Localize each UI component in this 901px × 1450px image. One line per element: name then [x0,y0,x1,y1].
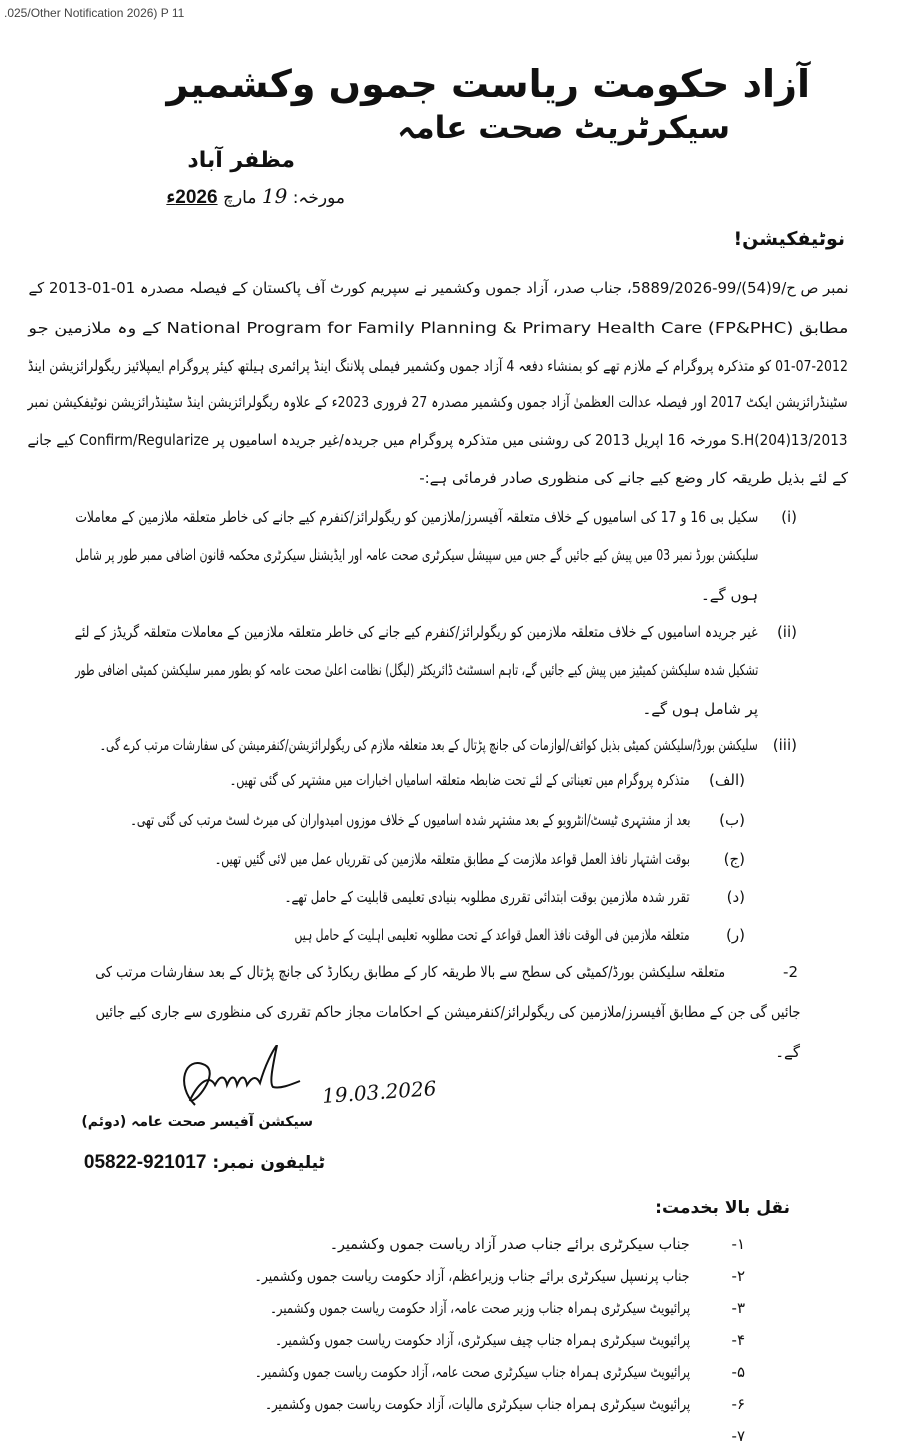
line-text: جناب سیکرٹری برائے جناب صدر آزاد ریاست جموں وکشمیر۔ [330,1235,690,1253]
copy-to-item [275,1328,690,1352]
copy-to-title: نقل بالا بخدمت: [655,1198,790,1218]
notification-title: نوٹیفکیشن! [733,228,845,250]
list-marker: ۴- [731,1331,745,1349]
list-marker: (الف) [709,771,745,789]
line-text: جائیں گی جن کے مطابق آفیسرز/ملازمین کی ریگولرائز/کنفرمیشن کے احکامات مجاز حاکم تقرری کی منظوری سے جاری کیے جائیں [95,1003,800,1021]
copy-to-item [255,1264,690,1288]
document-reference: .025/Other Notification 2026) P 11 [4,6,185,20]
clause-line [75,543,758,567]
signature [165,1045,325,1115]
criteria-line [215,847,690,871]
list-marker: 2- [783,963,798,981]
criteria-line [130,808,690,832]
line-text: 01-07-2012 کو متذکرہ پروگرام کے ملازم تھے کو بمنشاء دفعہ 4 آزاد جموں وکشمیر فیملی پلاننگ اینڈ پرائمری ہیلتھ کیئر پروگرام ایمپلائیز ریگولرائزیشن اینڈ [28,357,848,375]
line-text: نمبر ص ح/9(54)/99-5889/2026، جناب صدر، آزاد جموں وکشمیر نے سپریم کورٹ آف پاکستان کے فیصلہ مصدرہ 01-01-2013 کے [28,279,848,297]
line-text: کے لئے بذیل طریقہ کار وضع کیے جانے کی منظوری صادر فرمائی ہے:- [419,469,848,487]
line-text: مطابق (FP&PHC) National Program for Family Planning & Primary Health Care کے وہ ملازمین جو [28,319,848,337]
line-text: پر شامل ہوں گے۔ [642,700,758,718]
line-text: پرائیویٹ سیکرٹری ہمراہ جناب سیکرٹری صحت عامہ، آزاد حکومت ریاست جموں وکشمیر۔ [255,1363,690,1381]
line-text: بوقت اشتہار نافذ العمل قواعد ملازمت کے مطابق متعلقہ ملازمین کی تقرریاں عمل میں لائی گئیں تھیں۔ [215,850,690,868]
list-marker: (ii) [776,623,797,641]
line-text: گے۔ [775,1043,800,1061]
copy-to-item [330,1232,690,1256]
list-marker: (iii) [772,736,797,754]
date-label: مورخہ: [292,188,345,208]
line-text: غیر جریدہ اسامیوں کے خلاف متعلقہ ملازمین کو ریگولرائز/کنفرم کیے جانے کی خاطر متعلقہ ملازمین کے معاملات متعلقہ گریڈز کے لئے [75,623,758,641]
line-text: متذکرہ پروگرام میں تعیناتی کے لئے تحت ضابطہ متعلقہ اسامیاں اخبارات میں مشتہر کی گئی تھیں۔ [230,771,690,789]
line-text: بعد از مشتہری ٹیسٹ/انٹرویو کے بعد مشتہر شدہ اسامیوں کے خلاف موزوں امیدواران کی میرٹ لسٹ مرتب کی گئی تھی۔ [130,811,690,829]
intro-line [28,428,848,452]
line-text: تشکیل شدہ سلیکشن کمیٹیز میں پیش کیے جائیں گے، تاہم اسسٹنٹ ڈائریکٹر (لیگل) نظامت اعلیٰ صحت عامہ کو بطور ممبر سلیکشن کمیٹی اضافی طور [75,661,758,679]
list-marker: (i) [781,508,797,526]
intro-line [28,390,848,414]
date-day: 19 [261,184,288,208]
letterhead-government: آزاد حکومت ریاست جموں وکشمیر [166,62,810,106]
line-text: پرائیویٹ سیکرٹری ہمراہ جناب وزیر صحت عامہ، آزاد حکومت ریاست جموں وکشمیر۔ [270,1299,690,1317]
clause-line [75,620,758,644]
list-marker: (ر) [726,926,745,944]
line-text: متعلقہ ملازمین فی الوقت نافذ العمل قواعد کے تحت مطلوبہ تعلیمی اہلیت کے حامل ہیں [294,926,690,944]
intro-line [28,466,848,490]
copy-to-item [270,1296,690,1320]
phone-number: 05822-921017 [83,1152,207,1173]
line-text: پرائیویٹ سیکرٹری ہمراہ جناب سیکرٹری مالیات، آزاد حکومت ریاست جموں وکشمیر۔ [265,1395,690,1413]
line-text: ہوں گے۔ [700,586,758,604]
line-text: سلیکشن بورڈ نمبر 03 میں پیش کیے جائیں گے جس میں سپیشل سیکرٹری صحت عامہ اور ایڈیشنل سیکرٹری محکمہ قانون اضافی ممبر طور پر شامل [75,546,758,564]
intro-line [28,276,848,300]
intro-line [28,354,848,378]
copy-to-item [255,1360,690,1384]
line-text: سلیکشن بورڈ/سلیکشن کمیٹی بذیل کوائف/لوازمات کی جانچ پڑتال کے بعد متعلقہ ملازم کی ریگولرائزیشن/کنفرمیشن کی سفارشات مرتب کرے گی۔ [100,736,758,754]
line-text: S.H(204)13/2013 مورخہ 16 اپریل 2013 کی روشنی میں متذکرہ پروگرام میں جریدہ/غیر جریدہ اسامیوں پر Confirm/Regularize کیے جانے [28,431,848,449]
paragraph2-line [95,1000,800,1024]
line-text: متعلقہ سلیکشن بورڈ/کمیٹی کی سطح سے بالا طریقہ کار کے مطابق ریکارڈ کی جانچ پڑتال کے بعد سفارشات مرتب کی [95,963,725,981]
date-month: مارچ [222,188,257,208]
list-marker: ۶- [731,1395,745,1413]
signatory-designation: سیکشن آفیسر صحت عامہ (دوئم) [81,1114,313,1130]
list-marker: (ج) [723,850,745,868]
criteria-line [285,885,690,909]
line-text: سٹینڈرائزیشن ایکٹ 2017 اور فیصلہ عدالت العظمیٰ آزاد جموں وکشمیر مصدرہ 27 فروری 2023ء کے علاوہ ریگولرائزیشن اینڈ سٹینڈرائزیشن نوٹیفکیشن نمبر [28,393,848,411]
intro-line [28,316,848,340]
signature-date: 19.03.2026 [321,1076,438,1108]
letterhead-city: مظفر آباد [187,148,295,173]
phone-line [83,1152,325,1174]
clause-line [75,697,758,721]
line-text: تقرر شدہ ملازمین بوقت ابتدائی تقرری مطلوبہ بنیادی تعلیمی قابلیت کے حامل تھے۔ [285,888,690,906]
list-marker: ۲- [731,1267,745,1285]
list-marker: ۵- [731,1363,745,1381]
phone-label: ٹیلیفون نمبر: [212,1153,325,1173]
line-text: پرائیویٹ سیکرٹری ہمراہ جناب چیف سیکرٹری، آزاد حکومت ریاست جموں وکشمیر۔ [275,1331,690,1349]
list-marker: (ب) [719,811,745,829]
list-marker: ۱- [731,1235,745,1253]
clause-line [100,733,758,757]
criteria-line [230,768,690,792]
line-text: سکیل بی 16 و 17 کی اسامیوں کے خلاف متعلقہ آفیسرز/ملازمین کو ریگولرائز/کنفرم کیے جانے کی خاطر متعلقہ ملازمین کے معاملات [75,508,758,526]
list-marker: ۳- [731,1299,745,1317]
list-marker: (د) [726,888,745,906]
date-year: 2026ء [166,187,218,208]
clause-line [75,505,758,529]
list-marker: ۷- [731,1427,745,1445]
copy-to-item [265,1392,690,1416]
paragraph2-line [95,960,725,984]
criteria-line [295,923,690,947]
clause-line [75,658,758,682]
line-text: جناب پرنسپل سیکرٹری برائے جناب وزیراعظم، آزاد حکومت ریاست جموں وکشمیر۔ [255,1267,690,1285]
clause-line [75,583,758,607]
letterhead-department: سیکرٹریٹ صحت عامہ [397,110,730,146]
issue-date [135,184,345,209]
